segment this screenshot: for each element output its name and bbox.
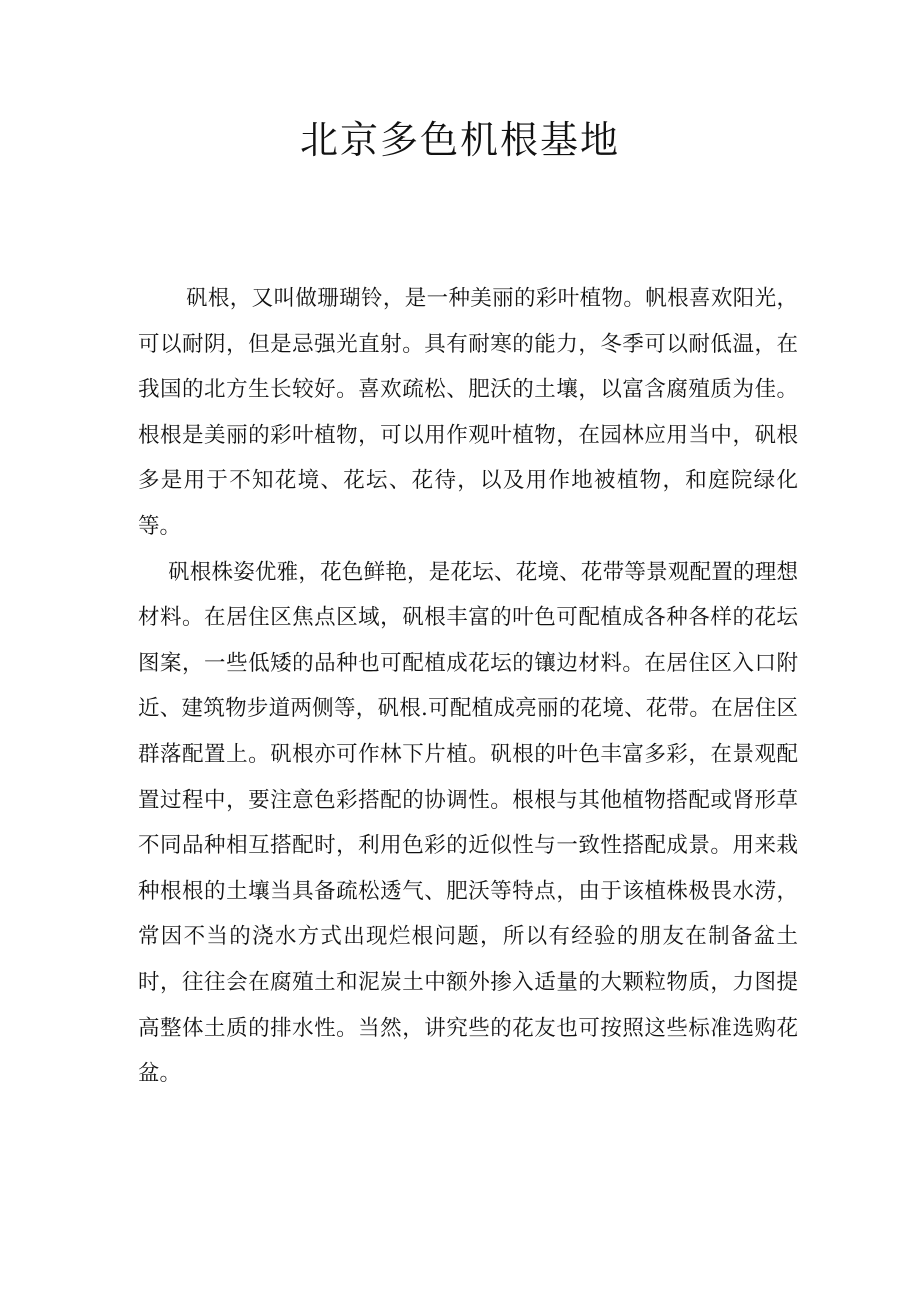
paragraph-1: 矾根，又叫做珊瑚铃，是一种美丽的彩叶植物。帆根喜欢阳光，可以耐阴，但是忌强光直射。具有耐寒的能力，冬季可以耐低温，在我国的北方生长较好。喜欢疏松、肥沃的土壤，以富含腐殖质为佳。根根是美丽的彩叶植物，可以用作观叶植物，在园林应用当中，矾根多是用于不知花境、花坛、花待，以及用作地被植物，和庭院绿化等。 xyxy=(138,286,798,539)
page-title: 北京多色机根基地 xyxy=(299,118,620,162)
paragraph-2: 矾根株姿优雅，花色鲜艳，是花坛、花境、花带等景观配置的理想材料。在居住区焦点区域，矾根丰富的叶色可配植成各种各样的花坛图案，一些低矮的品种也可配植成花坛的镶边材料。在居住区入口附近、建筑物步道两侧等，矾根.可配植成亮丽的花境、花带。在居住区群落配置上。矾根亦可作林下片植。矾根的叶色丰富多彩，在景观配置过程中，要注意色彩搭配的协调性。根根与其他植物搭配或肾形草不同品种相互搭配时，利用色彩的近似性与一致性搭配成景。用来栽种根根的土壤当具备疏松透气、肥沃等特点，由于该植株极畏水涝，常因不当的浇水方式出现烂根问题，所以有经验的朋友在制备盆土时，往往会在腐殖土和泥炭土中额外掺入适量的大颗粒物质，力图提高整体土质的排水性。当然，讲究些的花友也可按照这些标准选购花盆。 xyxy=(138,559,798,1087)
document-body xyxy=(138,276,798,1097)
